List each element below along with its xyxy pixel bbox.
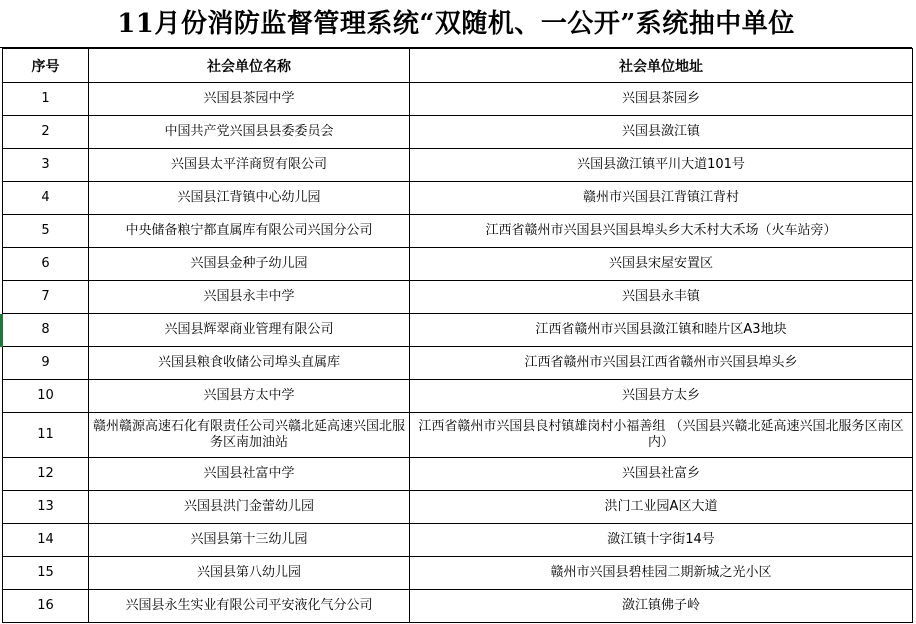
cell-index[interactable]: 5	[3, 215, 89, 248]
cell-unit-address[interactable]: 赣州市兴国县碧桂园二期新城之光小区	[410, 557, 913, 590]
cell-unit-address[interactable]: 兴国县潋江镇平川大道101号	[410, 149, 913, 182]
table-row	[3, 314, 913, 347]
table-row	[3, 590, 913, 623]
cell-index[interactable]: 16	[3, 590, 89, 623]
cell-unit-name[interactable]: 兴国县金种子幼儿园	[89, 248, 410, 281]
cell-unit-name[interactable]: 兴国县社富中学	[89, 458, 410, 491]
cell-unit-address[interactable]: 兴国县方太乡	[410, 380, 913, 413]
table-row	[3, 380, 913, 413]
cell-index[interactable]: 3	[3, 149, 89, 182]
cell-unit-name[interactable]: 兴国县第八幼儿园	[89, 557, 410, 590]
cell-unit-address[interactable]: 江西省赣州市兴国县潋江镇和睦片区A3地块	[410, 314, 913, 347]
cell-index[interactable]: 15	[3, 557, 89, 590]
cell-unit-name[interactable]: 兴国县太平洋商贸有限公司	[89, 149, 410, 182]
cell-unit-name[interactable]: 中央储备粮宁都直属库有限公司兴国分公司	[89, 215, 410, 248]
header-unit-name[interactable]: 社会单位名称	[89, 49, 410, 83]
sheet-title[interactable]: 11月份消防监督管理系统“双随机、一公开”系统抽中单位	[0, 0, 912, 48]
header-row	[3, 49, 913, 83]
cell-index[interactable]: 2	[3, 116, 89, 149]
cell-index[interactable]: 14	[3, 524, 89, 557]
cell-unit-address[interactable]: 潋江镇十字街14号	[410, 524, 913, 557]
table-row	[3, 281, 913, 314]
cell-unit-name[interactable]: 兴国县粮食收储公司埠头直属库	[89, 347, 410, 380]
cell-index[interactable]: 12	[3, 458, 89, 491]
cell-index[interactable]: 10	[3, 380, 89, 413]
cell-unit-address[interactable]: 洪门工业园A区大道	[410, 491, 913, 524]
cell-unit-address[interactable]: 兴国县潋江镇	[410, 116, 913, 149]
cell-index[interactable]: 7	[3, 281, 89, 314]
cell-unit-name[interactable]: 兴国县江背镇中心幼儿园	[89, 182, 410, 215]
table-row	[3, 248, 913, 281]
cell-unit-name[interactable]: 兴国县方太中学	[89, 380, 410, 413]
table-row	[3, 557, 913, 590]
table-row	[3, 149, 913, 182]
cell-unit-address[interactable]: 兴国县永丰镇	[410, 281, 913, 314]
cell-index[interactable]: 13	[3, 491, 89, 524]
units-table	[2, 48, 913, 623]
cell-index[interactable]: 1	[3, 83, 89, 116]
table-row	[3, 116, 913, 149]
cell-unit-name[interactable]: 兴国县永丰中学	[89, 281, 410, 314]
table-row	[3, 83, 913, 116]
header-unit-address[interactable]: 社会单位地址	[410, 49, 913, 83]
cell-unit-address[interactable]: 兴国县茶园乡	[410, 83, 913, 116]
table-row	[3, 413, 913, 458]
table-row	[3, 182, 913, 215]
table-row	[3, 215, 913, 248]
table-row	[3, 458, 913, 491]
header-index[interactable]: 序号	[3, 49, 89, 83]
cell-unit-name[interactable]: 兴国县永生实业有限公司平安液化气分公司	[89, 590, 410, 623]
cell-index[interactable]: 11	[3, 413, 89, 458]
table-row	[3, 524, 913, 557]
table-row	[3, 491, 913, 524]
cell-unit-name[interactable]: 兴国县洪门金蕾幼儿园	[89, 491, 410, 524]
cell-unit-address[interactable]: 赣州市兴国县江背镇江背村	[410, 182, 913, 215]
cell-unit-name[interactable]: 兴国县第十三幼儿园	[89, 524, 410, 557]
cell-unit-name[interactable]: 赣州赣源高速石化有限责任公司兴赣北延高速兴国北服务区南加油站	[89, 413, 410, 458]
cell-index[interactable]: 6	[3, 248, 89, 281]
cell-unit-name[interactable]: 兴国县茶园中学	[89, 83, 410, 116]
cell-unit-address[interactable]: 兴国县宋屋安置区	[410, 248, 913, 281]
table-row	[3, 347, 913, 380]
cell-index[interactable]: 8	[3, 314, 89, 347]
cell-index[interactable]: 9	[3, 347, 89, 380]
cell-unit-address[interactable]: 兴国县社富乡	[410, 458, 913, 491]
cell-unit-address[interactable]: 江西省赣州市兴国县江西省赣州市兴国县埠头乡	[410, 347, 913, 380]
cell-unit-name[interactable]: 兴国县辉翠商业管理有限公司	[89, 314, 410, 347]
cell-unit-name[interactable]: 中国共产党兴国县县委委员会	[89, 116, 410, 149]
cell-unit-address[interactable]: 潋江镇佛子岭	[410, 590, 913, 623]
cell-index[interactable]: 4	[3, 182, 89, 215]
row-selection-marker	[0, 314, 3, 347]
cell-unit-address[interactable]: 江西省赣州市兴国县良村镇雄岗村小福善组 （兴国县兴赣北延高速兴国北服务区南区内）	[410, 413, 913, 458]
cell-unit-address[interactable]: 江西省赣州市兴国县兴国县埠头乡大禾村大禾场（火车站旁）	[410, 215, 913, 248]
